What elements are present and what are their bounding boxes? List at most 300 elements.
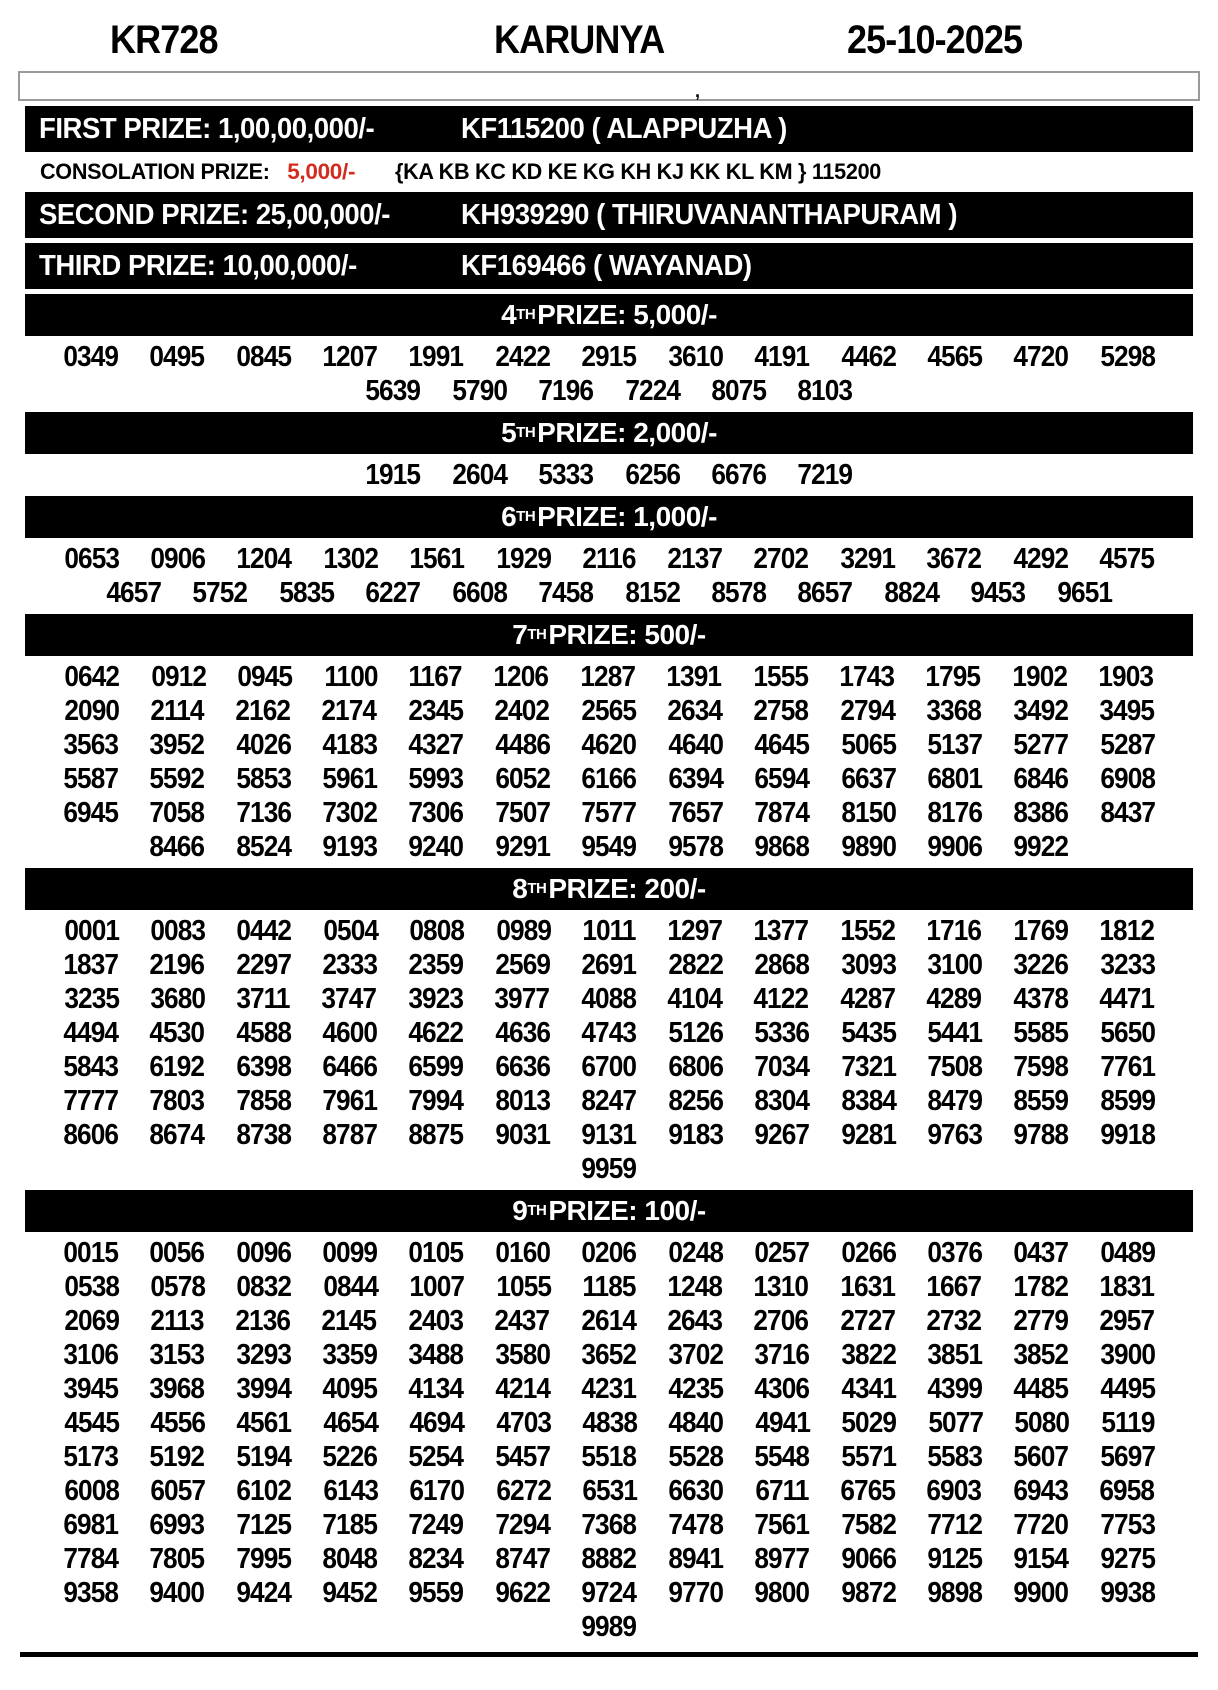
winning-number: 2114 xyxy=(150,695,204,727)
winning-number: 2822 xyxy=(668,949,723,981)
winning-number: 8304 xyxy=(754,1085,810,1117)
second-prize-label: SECOND PRIZE: 25,00,000/- xyxy=(39,198,391,231)
winning-number: 7302 xyxy=(322,797,378,829)
winning-number: 9868 xyxy=(754,831,810,863)
number-row xyxy=(0,728,1218,762)
winning-number: 7294 xyxy=(495,1509,550,1541)
number-row xyxy=(0,1084,1218,1118)
winning-number: 2196 xyxy=(149,949,205,981)
winning-number: 0349 xyxy=(63,341,118,373)
first-prize-bar xyxy=(25,106,1193,152)
winning-number: 8599 xyxy=(1100,1085,1155,1117)
third-prize-winner: KF169466 ( WAYANAD) xyxy=(460,249,752,282)
winning-number: 4485 xyxy=(1013,1373,1069,1405)
winning-number: 9131 xyxy=(581,1119,637,1151)
winning-number: 4462 xyxy=(840,341,896,373)
winning-number: 1167 xyxy=(408,661,463,693)
winning-number: 1915 xyxy=(365,459,421,491)
winning-number: 5029 xyxy=(841,1407,897,1439)
winning-number: 3680 xyxy=(150,983,206,1015)
number-row xyxy=(0,576,1218,610)
winning-number: 5639 xyxy=(365,375,421,407)
winning-number: 5607 xyxy=(1013,1441,1069,1473)
prize-section-5th xyxy=(0,412,1218,492)
winning-number: 0248 xyxy=(668,1237,723,1269)
number-row xyxy=(0,1542,1218,1576)
winning-number: 2727 xyxy=(840,1305,895,1337)
winning-number: 3495 xyxy=(1099,695,1154,727)
number-row xyxy=(0,762,1218,796)
winning-number: 2565 xyxy=(580,695,636,727)
winning-number: 0266 xyxy=(840,1237,896,1269)
winning-number: 6608 xyxy=(452,577,507,609)
winning-number: 8437 xyxy=(1100,797,1155,829)
winning-number: 6531 xyxy=(582,1475,638,1507)
winning-number: 3652 xyxy=(581,1339,637,1371)
winning-number: 9800 xyxy=(754,1577,810,1609)
winning-number: 3900 xyxy=(1100,1339,1155,1371)
prize-section-title: 8 TH PRIZE: 200/- xyxy=(25,868,1193,910)
number-row xyxy=(0,542,1218,576)
winning-number: 4657 xyxy=(106,577,162,609)
winning-number: 2643 xyxy=(667,1305,722,1337)
winning-number: 9918 xyxy=(1100,1119,1155,1151)
number-row xyxy=(0,1152,1218,1186)
winning-number: 3368 xyxy=(926,695,982,727)
number-row xyxy=(0,1304,1218,1338)
number-row xyxy=(0,374,1218,408)
stray-mark: , xyxy=(695,81,701,101)
number-row xyxy=(0,1508,1218,1542)
winning-number: 4620 xyxy=(581,729,637,761)
winning-number: 9922 xyxy=(1013,831,1069,863)
winning-number: 1552 xyxy=(840,915,895,947)
winning-number: 3977 xyxy=(494,983,550,1015)
winning-number: 7961 xyxy=(322,1085,378,1117)
winning-number: 1831 xyxy=(1099,1271,1154,1303)
prize-section-8th xyxy=(0,868,1218,1186)
number-row xyxy=(0,1576,1218,1610)
winning-number: 4636 xyxy=(495,1017,550,1049)
winning-number: 8882 xyxy=(581,1543,637,1575)
winning-number: 3711 xyxy=(236,983,290,1015)
winning-number: 2402 xyxy=(494,695,550,727)
winning-number: 9453 xyxy=(970,577,1026,609)
first-prize-winner: KF115200 ( ALAPPUZHA ) xyxy=(460,112,787,145)
second-prize-winner: KH939290 ( THIRUVANANTHAPURAM ) xyxy=(460,198,957,231)
winning-number: 4495 xyxy=(1100,1373,1155,1405)
winning-number: 5435 xyxy=(840,1017,896,1049)
prize-section-title: 5 TH PRIZE: 2,000/- xyxy=(25,412,1193,454)
prize-sections-container xyxy=(0,294,1218,1644)
winning-number: 1007 xyxy=(409,1271,465,1303)
winning-number: 0489 xyxy=(1100,1237,1155,1269)
winning-number: 4703 xyxy=(496,1407,551,1439)
winning-number: 5650 xyxy=(1100,1017,1155,1049)
winning-number: 4289 xyxy=(926,983,982,1015)
winning-number: 7761 xyxy=(1100,1051,1155,1083)
winning-number: 5518 xyxy=(581,1441,637,1473)
winning-number: 6227 xyxy=(365,577,421,609)
winning-number: 0642 xyxy=(64,661,120,693)
winning-number: 6170 xyxy=(409,1475,465,1507)
winning-number: 8479 xyxy=(927,1085,982,1117)
winning-number: 0912 xyxy=(151,661,206,693)
prize-section-7th xyxy=(0,614,1218,864)
winning-number: 3852 xyxy=(1013,1339,1069,1371)
winning-number: 5583 xyxy=(927,1441,982,1473)
winning-number: 2162 xyxy=(235,695,290,727)
winning-number: 1903 xyxy=(1098,661,1154,693)
winning-number: 9291 xyxy=(495,831,550,863)
winning-number: 2732 xyxy=(926,1305,982,1337)
third-prize-bar xyxy=(25,243,1193,289)
winning-number: 2145 xyxy=(321,1305,377,1337)
winning-number: 6981 xyxy=(63,1509,118,1541)
winning-number: 0376 xyxy=(927,1237,982,1269)
winning-number: 5697 xyxy=(1100,1441,1155,1473)
winning-number: 7321 xyxy=(840,1051,896,1083)
winning-number: 9898 xyxy=(927,1577,982,1609)
winning-number: 7136 xyxy=(236,797,291,829)
winning-number: 1206 xyxy=(493,661,549,693)
winning-number: 0832 xyxy=(236,1271,292,1303)
winning-number: 9549 xyxy=(581,831,637,863)
winning-number: 2868 xyxy=(754,949,810,981)
number-row xyxy=(0,982,1218,1016)
winning-number: 5194 xyxy=(236,1441,291,1473)
winning-number: 7561 xyxy=(754,1509,810,1541)
winning-number: 6166 xyxy=(581,763,637,795)
winning-number: 9559 xyxy=(408,1577,464,1609)
winning-number: 3235 xyxy=(64,983,119,1015)
winning-number: 3153 xyxy=(149,1339,205,1371)
winning-number: 9770 xyxy=(668,1577,723,1609)
winning-number: 8941 xyxy=(668,1543,723,1575)
winning-number: 0653 xyxy=(64,543,119,575)
winning-number: 9193 xyxy=(322,831,378,863)
winning-number: 2702 xyxy=(753,543,809,575)
prize-section-title: 4 TH PRIZE: 5,000/- xyxy=(25,294,1193,336)
winning-number: 4565 xyxy=(927,341,982,373)
winning-number: 4645 xyxy=(754,729,810,761)
consolation-amount: 5,000/- xyxy=(287,159,356,184)
winning-number: 4556 xyxy=(150,1407,206,1439)
winning-number: 5277 xyxy=(1013,729,1069,761)
number-row xyxy=(0,1474,1218,1508)
winning-number: 2706 xyxy=(753,1305,809,1337)
winning-number: 0808 xyxy=(409,915,465,947)
winning-number: 8384 xyxy=(840,1085,896,1117)
winning-number: 6908 xyxy=(1100,763,1155,795)
winning-number: 7598 xyxy=(1013,1051,1069,1083)
number-row xyxy=(0,1406,1218,1440)
number-row xyxy=(0,914,1218,948)
winning-number: 6700 xyxy=(581,1051,637,1083)
winning-number: 6102 xyxy=(236,1475,292,1507)
winning-number: 1297 xyxy=(667,915,722,947)
winning-number: 8606 xyxy=(63,1119,118,1151)
winning-number: 6943 xyxy=(1012,1475,1068,1507)
winning-number: 8875 xyxy=(408,1119,464,1151)
winning-number: 7577 xyxy=(581,797,637,829)
winning-number: 3226 xyxy=(1013,949,1069,981)
winning-number: 2915 xyxy=(581,341,637,373)
winning-number: 8738 xyxy=(236,1119,291,1151)
draw-date: 25-10-2025 xyxy=(846,18,1023,62)
winning-number: 8466 xyxy=(149,831,205,863)
winning-number: 5835 xyxy=(279,577,334,609)
winning-number: 3702 xyxy=(668,1339,723,1371)
winning-number: 7125 xyxy=(236,1509,291,1541)
winning-number: 3747 xyxy=(321,983,377,1015)
consolation-label: CONSOLATION PRIZE: xyxy=(40,159,270,184)
winning-number: 1310 xyxy=(753,1271,809,1303)
winning-number: 3563 xyxy=(63,729,118,761)
empty-note-box xyxy=(18,71,1200,101)
third-prize-label: THIRD PRIZE: 10,00,000/- xyxy=(39,249,357,282)
winning-number: 0495 xyxy=(149,341,205,373)
winning-number: 1929 xyxy=(496,543,551,575)
winning-number: 9906 xyxy=(927,831,982,863)
winning-number: 0257 xyxy=(754,1237,810,1269)
winning-number: 5254 xyxy=(408,1441,464,1473)
winning-number: 9452 xyxy=(322,1577,378,1609)
prize-section-title: 6 TH PRIZE: 1,000/- xyxy=(25,496,1193,538)
winning-number: 4341 xyxy=(840,1373,896,1405)
winning-number: 4530 xyxy=(149,1017,205,1049)
winning-number: 2297 xyxy=(236,949,291,981)
winning-number: 6765 xyxy=(840,1475,895,1507)
number-row xyxy=(0,1372,1218,1406)
winning-number: 2359 xyxy=(408,949,464,981)
winning-number: 5457 xyxy=(495,1441,550,1473)
winning-number: 7368 xyxy=(581,1509,637,1541)
winning-number: 7777 xyxy=(63,1085,118,1117)
winning-number: 8075 xyxy=(711,375,766,407)
prize-section-title: 9 TH PRIZE: 100/- xyxy=(25,1190,1193,1232)
winning-number: 4327 xyxy=(408,729,464,761)
winning-number: 7249 xyxy=(408,1509,464,1541)
winning-number: 6398 xyxy=(236,1051,291,1083)
number-row xyxy=(0,796,1218,830)
number-row xyxy=(0,1440,1218,1474)
winning-number: 0099 xyxy=(322,1237,378,1269)
winning-number: 8048 xyxy=(322,1543,378,1575)
winning-number: 4399 xyxy=(927,1373,982,1405)
winning-number: 6630 xyxy=(668,1475,724,1507)
winning-number: 3923 xyxy=(408,983,463,1015)
winning-number: 6466 xyxy=(322,1051,378,1083)
winning-number: 3293 xyxy=(236,1339,291,1371)
winning-number: 7508 xyxy=(927,1051,982,1083)
winning-number: 2403 xyxy=(408,1305,463,1337)
winning-number: 1667 xyxy=(926,1271,982,1303)
winning-number: 5585 xyxy=(1013,1017,1069,1049)
winning-number: 8150 xyxy=(840,797,896,829)
prize-section-6th xyxy=(0,496,1218,610)
winning-number: 3945 xyxy=(63,1373,118,1405)
winning-number: 1782 xyxy=(1012,1271,1068,1303)
winning-number: 9125 xyxy=(927,1543,982,1575)
winning-number: 5752 xyxy=(192,577,248,609)
winning-number: 6636 xyxy=(495,1051,550,1083)
winning-number: 2136 xyxy=(235,1305,290,1337)
winning-number: 7034 xyxy=(754,1051,810,1083)
winning-number: 8524 xyxy=(236,831,291,863)
winning-number: 3488 xyxy=(408,1339,464,1371)
draw-code: KR728 xyxy=(110,18,218,62)
prize-section-9th xyxy=(0,1190,1218,1644)
winning-number: 3233 xyxy=(1100,949,1155,981)
winning-number: 7478 xyxy=(668,1509,723,1541)
winning-number: 8247 xyxy=(581,1085,637,1117)
winning-number: 6594 xyxy=(754,763,810,795)
winning-number: 7712 xyxy=(927,1509,982,1541)
number-row xyxy=(0,1610,1218,1644)
winning-number: 1716 xyxy=(926,915,982,947)
number-row xyxy=(0,458,1218,492)
winning-number: 4191 xyxy=(754,341,810,373)
winning-number: 3100 xyxy=(927,949,982,981)
winning-number: 0437 xyxy=(1013,1237,1069,1269)
winning-number: 9424 xyxy=(236,1577,291,1609)
winning-number: 0845 xyxy=(236,341,291,373)
winning-number: 8977 xyxy=(754,1543,810,1575)
winning-number: 3291 xyxy=(840,543,895,575)
winning-number: 9275 xyxy=(1100,1543,1155,1575)
winning-number: 8234 xyxy=(408,1543,464,1575)
winning-number: 4104 xyxy=(667,983,722,1015)
bottom-divider xyxy=(20,1652,1198,1657)
winning-number: 4545 xyxy=(64,1407,119,1439)
winning-number: 6846 xyxy=(1013,763,1069,795)
second-prize-bar xyxy=(25,192,1193,238)
winning-number: 0442 xyxy=(236,915,292,947)
winning-number: 5333 xyxy=(538,459,594,491)
winning-number: 5571 xyxy=(840,1441,896,1473)
winning-number: 6394 xyxy=(668,763,723,795)
winning-number: 7784 xyxy=(63,1543,118,1575)
winning-number: 0160 xyxy=(495,1237,550,1269)
winning-number: 3952 xyxy=(149,729,205,761)
winning-number: 4122 xyxy=(753,983,809,1015)
winning-number: 5336 xyxy=(754,1017,810,1049)
winning-number: 6903 xyxy=(926,1475,982,1507)
winning-number: 6192 xyxy=(149,1051,205,1083)
winning-number: 0945 xyxy=(237,661,293,693)
winning-number: 2422 xyxy=(495,341,550,373)
number-row xyxy=(0,830,1218,864)
winning-number: 9154 xyxy=(1013,1543,1069,1575)
winning-number: 1011 xyxy=(582,915,636,947)
winning-number: 1302 xyxy=(323,543,378,575)
winning-number: 7306 xyxy=(408,797,464,829)
winning-number: 4494 xyxy=(63,1017,118,1049)
winning-number: 1055 xyxy=(496,1271,551,1303)
winning-number: 6711 xyxy=(755,1475,809,1507)
winning-number: 7458 xyxy=(538,577,594,609)
winning-number: 1561 xyxy=(409,543,465,575)
winning-number: 3994 xyxy=(236,1373,291,1405)
winning-number: 9267 xyxy=(754,1119,810,1151)
winning-number: 4694 xyxy=(409,1407,465,1439)
winning-number: 7994 xyxy=(408,1085,464,1117)
winning-number: 2174 xyxy=(321,695,377,727)
winning-number: 8152 xyxy=(624,577,680,609)
winning-number: 0844 xyxy=(323,1271,378,1303)
winning-number: 5119 xyxy=(1100,1407,1155,1439)
winning-number: 3106 xyxy=(63,1339,118,1371)
winning-number: 5790 xyxy=(452,375,507,407)
winning-number: 9959 xyxy=(581,1153,637,1185)
winning-number: 8747 xyxy=(495,1543,550,1575)
winning-number: 6143 xyxy=(323,1475,378,1507)
winning-number: 5548 xyxy=(754,1441,810,1473)
winning-number: 1837 xyxy=(63,949,118,981)
winning-number: 8176 xyxy=(927,797,982,829)
winning-number: 0206 xyxy=(581,1237,637,1269)
winning-number: 9240 xyxy=(408,831,464,863)
winning-number: 5441 xyxy=(927,1017,982,1049)
winning-number: 9938 xyxy=(1100,1577,1155,1609)
winning-number: 6958 xyxy=(1099,1475,1154,1507)
winning-number: 6272 xyxy=(496,1475,551,1507)
winning-number: 6256 xyxy=(624,459,680,491)
winning-number: 3359 xyxy=(322,1339,378,1371)
winning-number: 2345 xyxy=(408,695,463,727)
winning-number: 4306 xyxy=(754,1373,810,1405)
winning-number: 8386 xyxy=(1013,797,1069,829)
winning-number: 7185 xyxy=(322,1509,378,1541)
winning-number: 4941 xyxy=(755,1407,810,1439)
result-header xyxy=(0,10,1218,69)
winning-number: 4378 xyxy=(1012,983,1068,1015)
winning-number: 3580 xyxy=(495,1339,550,1371)
winning-number: 7582 xyxy=(840,1509,896,1541)
winning-number: 7058 xyxy=(149,797,205,829)
winning-number: 4575 xyxy=(1099,543,1154,575)
winning-number: 1555 xyxy=(752,661,808,693)
number-row xyxy=(0,1050,1218,1084)
winning-number: 9281 xyxy=(840,1119,896,1151)
winning-number: 9724 xyxy=(581,1577,637,1609)
winning-number: 5592 xyxy=(149,763,205,795)
winning-number: 4026 xyxy=(236,729,291,761)
number-row xyxy=(0,660,1218,694)
winning-number: 4471 xyxy=(1099,983,1154,1015)
winning-number: 0001 xyxy=(64,915,119,947)
winning-number: 3672 xyxy=(926,543,982,575)
winning-number: 2691 xyxy=(581,949,637,981)
winning-number: 2437 xyxy=(494,1305,550,1337)
number-row xyxy=(0,340,1218,374)
winning-number: 4095 xyxy=(322,1373,378,1405)
winning-number: 1991 xyxy=(408,341,464,373)
winning-number: 6801 xyxy=(927,763,982,795)
winning-number: 1248 xyxy=(667,1271,722,1303)
winning-number: 9872 xyxy=(840,1577,896,1609)
winning-number: 9989 xyxy=(581,1611,637,1643)
consolation-prize-row xyxy=(0,157,1218,187)
winning-number: 1207 xyxy=(322,341,378,373)
winning-number: 4840 xyxy=(668,1407,724,1439)
winning-number: 2137 xyxy=(667,543,722,575)
winning-number: 3093 xyxy=(840,949,896,981)
winning-number: 4622 xyxy=(408,1017,464,1049)
winning-number: 4561 xyxy=(236,1407,292,1439)
winning-number: 6008 xyxy=(64,1475,119,1507)
